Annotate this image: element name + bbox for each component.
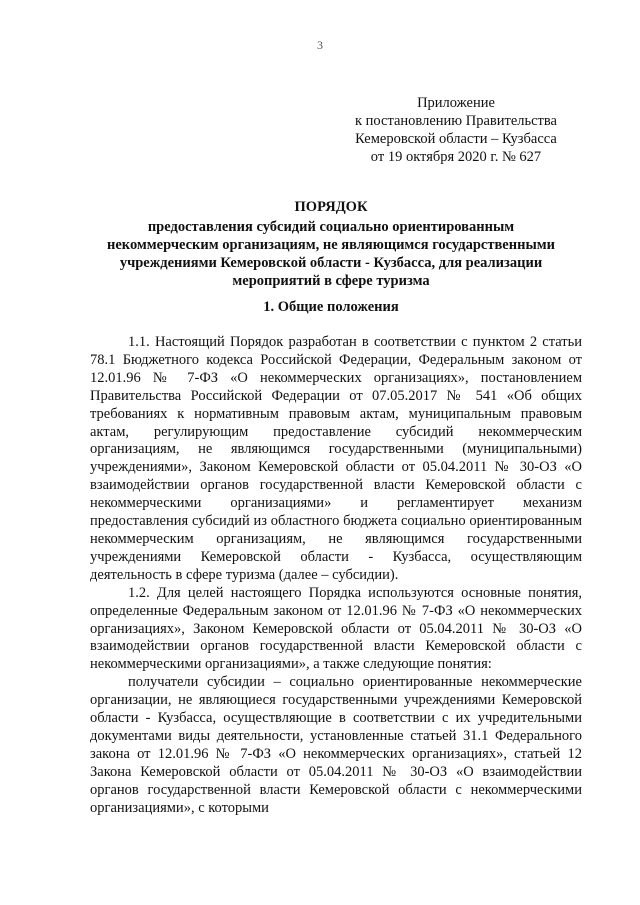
title-line: мероприятий в сфере туризма	[232, 273, 430, 289]
appendix-line: к постановлению Правительства	[355, 113, 557, 129]
paragraph-1-2: 1.2. Для целей настоящего Порядка используются основные понятия, определенные Федеральным законом от 12.01.96 № 7-ФЗ «О некоммерческих организациях», Законом Кемеровской области от 05.04.2011 № 30-ОЗ «О взаимодействии органов государственной власти Кемеровской области с некоммерческими организациями», а также следующие понятия:	[90, 584, 582, 673]
title-main: ПОРЯДОК	[294, 199, 368, 215]
section-heading: 1. Общие положения	[263, 299, 399, 315]
appendix-line: от 19 октября 2020 г. № 627	[370, 149, 542, 165]
paragraph-definition: получатели субсидии – социально ориентированные некоммерческие организации, не являющиеся государственными учреждениями Кемеровской области - Кузбасса, осуществляющие в соответствии с их учредительными документами виды деятельности, установленные статьей 31.1 Федерального закона от 12.01.96 № 7-ФЗ «О некоммерческих организациях», статьей 12 Закона Кемеровской области от 05.04.2011 № 30-ОЗ «О взаимодействии органов государственной власти Кемеровской области с некоммерческими организациями», с которыми	[90, 674, 582, 816]
title-line: некоммерческим организациям, не являющимся государственными	[107, 237, 555, 253]
appendix-line: Кемеровской области – Кузбасса	[355, 131, 557, 147]
page-number: 3	[317, 38, 323, 52]
title-line: учреждениями Кемеровской области - Кузбасса, для реализации	[119, 255, 543, 271]
section-body	[90, 334, 582, 817]
title-line: предоставления субсидий социально ориентированным	[147, 219, 515, 235]
document-title	[80, 198, 582, 290]
paragraph-1-1: 1.1. Настоящий Порядок разработан в соответствии с пунктом 2 статьи 78.1 Бюджетного кодекса Российской Федерации, Федеральным законом от 12.01.96 № 7-ФЗ «О некоммерческих организациях», постановлением Правительства Российской Федерации от 07.05.2017 № 541 «Об общих требованиях к нормативным правовым актам, муниципальным правовым актам, регулирующим предоставление субсидий некоммерческим организациям, не являющимся государственными (муниципальными) учреждениями», Законом Кемеровской области от 05.04.2011 № 30-ОЗ «О взаимодействии органов государственной власти Кемеровской области с некоммерческими организациями» и регламентирует механизм предоставления субсидий из областного бюджета социально ориентированным некоммерческим организациям, не являющимся государственными учреждениями Кемеровской области - Кузбасса, осуществляющим деятельность в сфере туризма (далее – субсидии).	[90, 334, 582, 583]
appendix-block	[320, 94, 592, 166]
appendix-line: Приложение	[417, 95, 495, 111]
